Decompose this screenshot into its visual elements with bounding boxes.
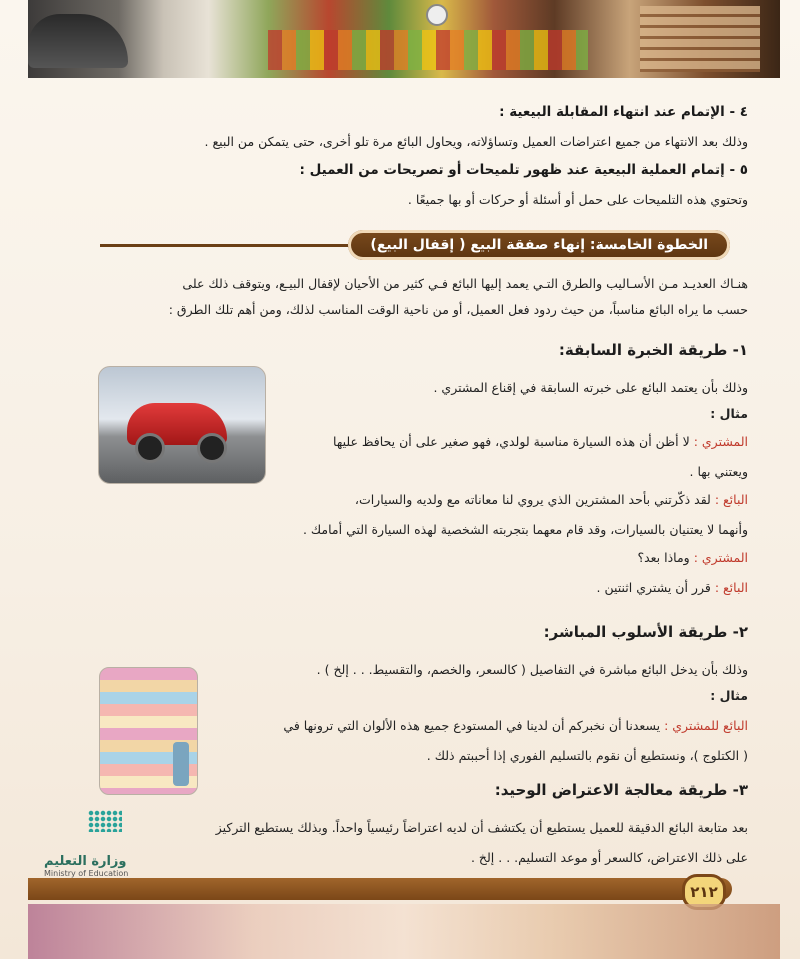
method1-seller-line1 — [52, 490, 748, 510]
point4-heading: ٤ - الإتمام عند انتهاء المقابلة البيعية : — [499, 104, 748, 120]
point5-heading: ٥ - إتمام العملية البيعية عند ظهور تلميحات أو تصريحات من العميل : — [299, 162, 748, 178]
seller-to-buyer-label: البائع للمشتري : — [664, 718, 748, 733]
method2-title: ٢- طريقة الأسلوب المباشر: — [543, 623, 748, 641]
method1-buyer-line2: ويعتني بها . — [689, 464, 748, 479]
buyer2-text: وماذا بعد؟ — [637, 550, 690, 565]
method3-line2: على ذلك الاعتراض، كالسعر أو موعد التسليم. . . إلخ . — [470, 850, 748, 865]
ministry-name-en: Ministry of Education — [44, 869, 129, 878]
seller-label: البائع : — [714, 492, 748, 507]
point5-text: وتحتوي هذه التلميحات على حمل أو أسئلة أو حركات أو بها جميعًا . — [407, 192, 748, 207]
seller2-text: قرر أن يشتري اثنتين . — [596, 580, 711, 595]
method2-seller-line2: ( الكتلوج )، ونستطيع أن نقوم بالتسليم الفوري إذا أحببتم ذلك . — [426, 748, 748, 763]
car-wheel-icon — [135, 433, 165, 463]
buyer2-label: المشتري : — [693, 550, 748, 565]
method1-desc: وذلك بأن يعتمد البائع على خبرته السابقة في إقناع المشتري . — [433, 380, 748, 395]
car-wheel-icon — [197, 433, 227, 463]
method2-example-label: مثال : — [710, 688, 748, 703]
seller2-label: البائع : — [714, 580, 748, 595]
vase-icon — [173, 742, 189, 786]
method1-seller-line2: وأنهما لا يعتنيان بالسيارات، وقد قام معهما بتجربته الشخصية لهذه السيارة التي أمامك . — [302, 522, 748, 537]
buyer-label: المشتري : — [693, 434, 748, 449]
method1-seller2 — [52, 578, 748, 598]
vision-logo-dots-icon — [88, 810, 122, 832]
buyer-text: لا أظن أن هذه السيارة مناسبة لولدي، فهو صغير على أن يحافظ عليها — [333, 434, 690, 449]
method1-buyer2 — [52, 548, 748, 568]
method3-title: ٣- طريقة معالجة الاعتراض الوحيد: — [494, 781, 748, 799]
seller-text: لقد ذكّرتني بأحد المشترين الذي يروي لنا معاناته مع ولديه والسيارات، — [354, 492, 711, 507]
footer-bar — [28, 878, 732, 900]
footer-decoration-image — [28, 904, 780, 959]
seller-to-buyer-text: يسعدنا أن نخبركم أن لدينا في المستودع جميع هذه الألوان التي ترونها في — [283, 718, 661, 733]
car-icon — [28, 14, 128, 68]
method1-title: ١- طريقة الخبرة السابقة: — [558, 341, 748, 359]
store-shelf — [640, 6, 760, 72]
ministry-name-ar: وزارة التعليم — [44, 854, 127, 869]
method1-buyer-line1 — [272, 432, 748, 452]
clock-icon — [426, 4, 448, 26]
method3-line1: بعد متابعة البائع الدقيقة للعميل يستطيع أن يكتشف أن لديه اعتراضاً رئيسياً واحداً. وبذلك يستطيع التركيز — [215, 820, 748, 835]
intro-line-2: حسب ما يراه البائع مناسباً، من حيث ردود فعل العميل، أو من ناحية الوقت المناسب لذلك، ومن أهم تلك الطرق : — [168, 302, 748, 317]
method1-example-label: مثال : — [710, 406, 748, 421]
towels-image — [99, 667, 198, 795]
intro-line-1: هنـاك العديـد مـن الأسـاليب والطرق التـي يعمد إليها البائع فـي كثير من الأحيان لإقفال البيـع، ويتوقف ذلك على — [182, 276, 748, 291]
method2-seller-line1 — [202, 716, 748, 736]
method2-desc: وذلك بأن يدخل البائع مباشرة في التفاصيل ( كالسعر، والخصم، والتقسيط. . . إلخ ) . — [316, 662, 748, 677]
point4-text: وذلك بعد الانتهاء من جميع اعتراضات العميل وتساؤلاته، ويحاول البائع مرة تلو أخرى، حتى يتمكن من البيع . — [204, 134, 748, 149]
red-car-image — [98, 366, 266, 484]
step5-title-banner: الخطوة الخامسة: إنهاء صفقة البيع ( إقفال البيع) — [348, 230, 730, 260]
header-banner-image — [28, 0, 780, 78]
produce-display — [268, 30, 588, 70]
page-number: ٢١٢ — [682, 874, 726, 910]
